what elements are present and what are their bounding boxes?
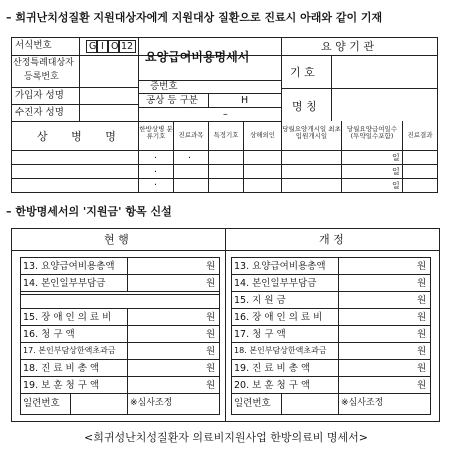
subscriber-label: 가입자 성명: [15, 90, 64, 101]
col-classification: 한방상병 분류기호: [139, 125, 173, 141]
after-row-18: 18. 본인부담상한액초과금: [234, 346, 327, 355]
col-result: 진료결과: [407, 131, 433, 139]
disease-label: 상 병 명: [37, 130, 126, 143]
mid-note-prefix: – 한방명세서의: [6, 205, 83, 218]
format-char-4: 12: [121, 41, 134, 52]
institution-header: 요 양 기 관: [321, 40, 374, 53]
row1-dot-b: ·: [188, 153, 192, 164]
before-review-label: ※심사조정: [130, 398, 173, 408]
after-won-18: 원: [417, 346, 427, 357]
before-won-18: 원: [206, 363, 216, 374]
before-won-17: 원: [206, 346, 216, 357]
after-won-15: 원: [417, 295, 427, 306]
cert-no-label: 증번호: [150, 81, 178, 92]
after-won-17: 원: [417, 329, 427, 340]
row2-day-unit: 일: [392, 167, 400, 176]
before-row-14: 14. 본인일부부담금: [23, 278, 106, 289]
row3-day-unit: 일: [392, 181, 400, 190]
col-department: 진료과목: [178, 131, 204, 139]
after-won-20: 원: [417, 380, 427, 391]
format-char-1: G: [89, 41, 97, 52]
col-injury: 상해외인: [249, 131, 276, 139]
before-row-16: 16. 청 구 액: [23, 329, 75, 340]
before-row-13: 13. 요양급여비용총액: [23, 261, 115, 272]
after-row-16: 16. 장 애 인 의 료 비: [234, 312, 323, 323]
row1-day-unit: 일: [392, 153, 400, 162]
mid-note-suffix: 항목 신설: [121, 205, 172, 218]
before-won-15: 원: [206, 312, 216, 323]
format-char-3: O: [111, 41, 119, 52]
after-review-label: ※심사조정: [341, 398, 384, 408]
col-days: 당월요양급여일수 (투약일수포함): [346, 125, 398, 141]
name-label: 명 칭: [292, 100, 317, 113]
after-row-13: 13. 요양급여비용총액: [234, 261, 326, 272]
special-label-line1: 산정특례대상자: [13, 58, 74, 68]
after-row-15: 15. 지 원 금: [234, 295, 286, 306]
row3-dot: ·: [154, 180, 158, 191]
top-note: – 희귀난치성질환 지원대상자에게 지원대상 질환으로 진료시 아래와 같이 기재: [6, 11, 383, 24]
patient-label: 수진자 성명: [15, 107, 64, 118]
col-first-date: 당월요양개시일 최초입원개시일: [282, 125, 341, 141]
before-row-18: 18. 진 료 비 총 액: [23, 363, 100, 374]
form-dash: –: [223, 109, 228, 120]
after-won-19: 원: [417, 363, 427, 374]
after-won-14: 원: [417, 278, 427, 289]
before-header: 현 행: [104, 233, 129, 246]
after-header: 개 정: [319, 233, 344, 246]
col-special: 특정기호: [213, 131, 239, 139]
after-serial-label: 일련번호: [234, 398, 271, 409]
before-row-15: 15. 장 애 인 의 료 비: [23, 312, 112, 323]
after-row-14: 14. 본인일부부담금: [234, 278, 317, 289]
before-row-19: 19. 보 훈 청 구 액: [23, 380, 100, 391]
before-won-13: 원: [206, 261, 216, 272]
before-row-17: 17. 본인부담상한액초과금: [23, 346, 116, 355]
mid-note-term: '지원금': [82, 205, 122, 218]
before-serial-label: 일련번호: [23, 398, 60, 409]
format-no-label: 서식번호: [15, 40, 52, 51]
format-char-2: I: [101, 41, 104, 52]
after-row-17: 17. 청 구 액: [234, 329, 286, 340]
public-value: H: [241, 95, 249, 106]
symbol-label: 기 호: [290, 66, 315, 79]
before-won-16: 원: [206, 329, 216, 340]
after-won-13: 원: [417, 261, 427, 272]
row2-dot: ·: [154, 167, 158, 178]
caption: <희귀성난치성질환자 의료비지원사업 한방의료비 명세서>: [84, 431, 368, 444]
after-won-16: 원: [417, 312, 427, 323]
form-title: 요양급여비용명세서: [145, 50, 250, 64]
before-won-19: 원: [206, 380, 216, 391]
row1-dot-a: ·: [154, 153, 158, 164]
after-row-19: 19. 진 료 비 총 액: [234, 363, 311, 374]
after-row-20: 20. 보 훈 청 구 액: [234, 380, 311, 391]
special-label-line2: 등록번호: [24, 72, 59, 82]
public-label: 공상 등 구분: [146, 95, 198, 106]
before-won-14: 원: [206, 278, 216, 289]
